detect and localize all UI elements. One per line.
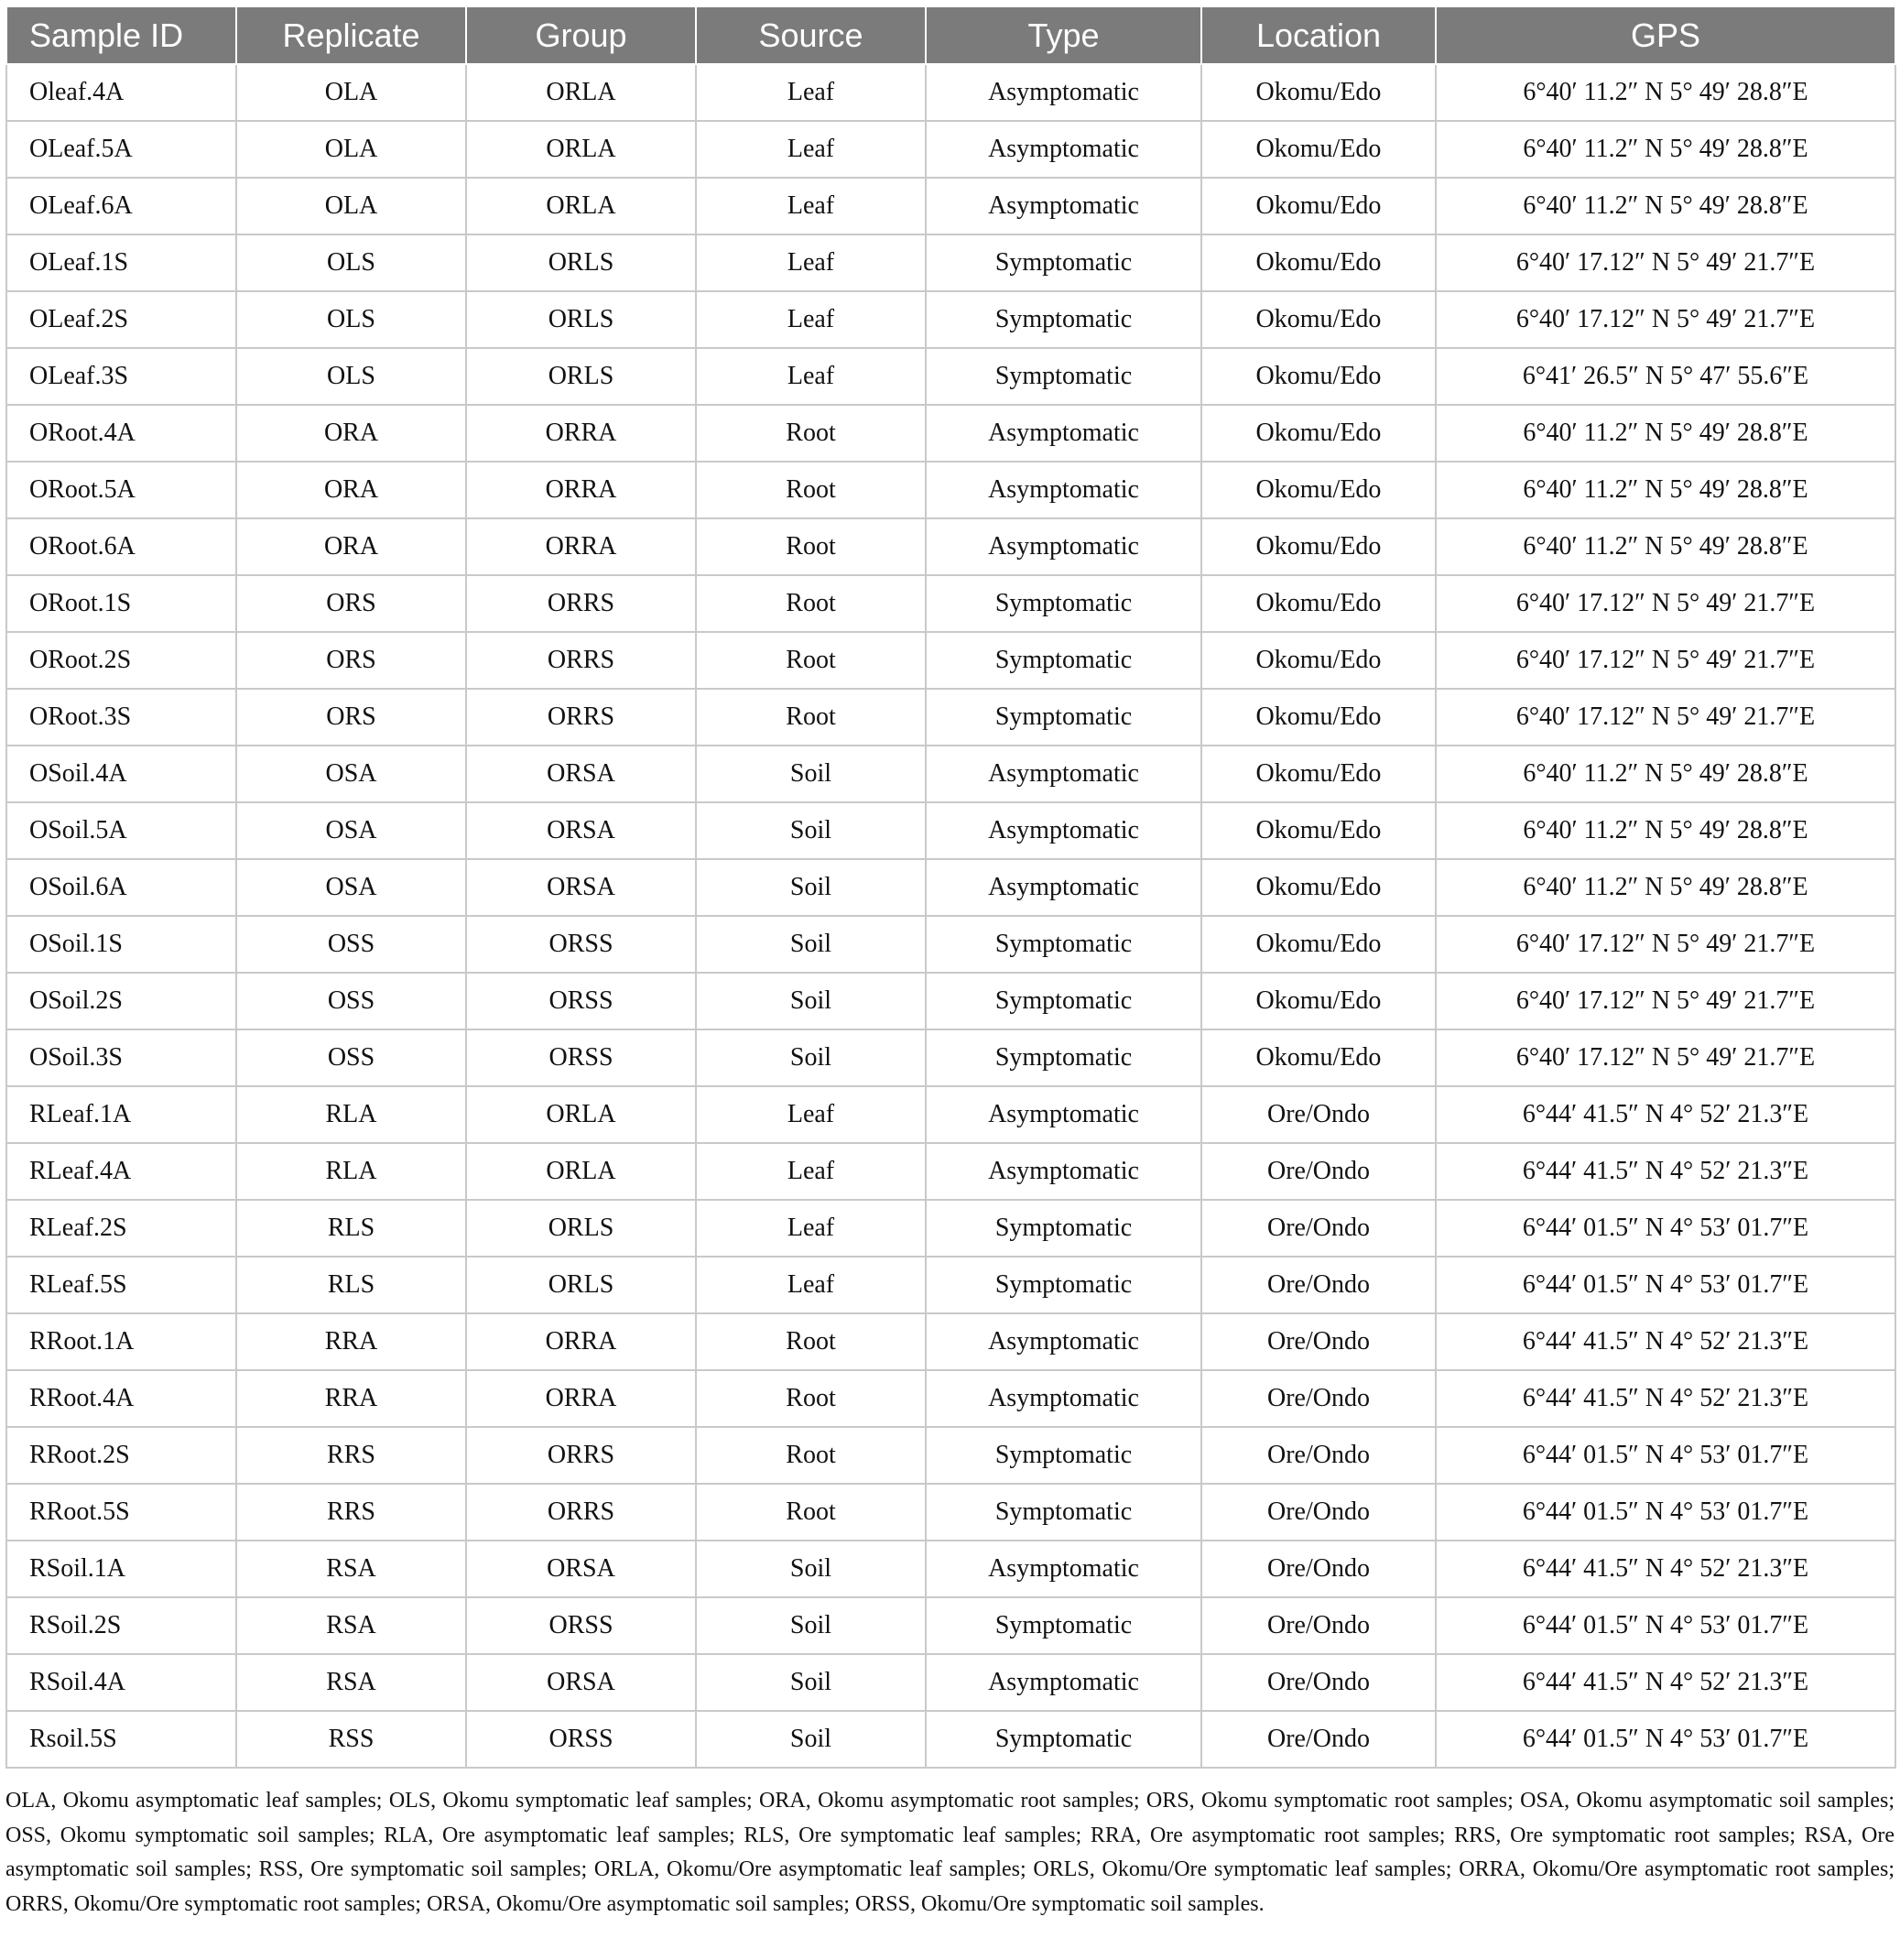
sample-id-cell: ORoot.2S bbox=[6, 632, 236, 689]
source-cell: Soil bbox=[696, 1541, 926, 1597]
table-row bbox=[6, 632, 1895, 689]
sample-id-cell: OLeaf.1S bbox=[6, 234, 236, 291]
source-cell: Soil bbox=[696, 1597, 926, 1654]
table-row bbox=[6, 405, 1895, 462]
sample-id-cell: RRoot.4A bbox=[6, 1370, 236, 1427]
source-cell: Soil bbox=[696, 746, 926, 802]
group-cell: ORLS bbox=[466, 1200, 696, 1257]
samples-table bbox=[5, 5, 1896, 1769]
location-cell: Ore/Ondo bbox=[1201, 1597, 1436, 1654]
sample-id-cell: Oleaf.4A bbox=[6, 64, 236, 121]
table-row bbox=[6, 518, 1895, 575]
source-cell: Soil bbox=[696, 802, 926, 859]
replicate-cell: RLA bbox=[236, 1086, 466, 1143]
replicate-cell: OLS bbox=[236, 291, 466, 348]
gps-cell: 6°40′ 17.12″ N 5° 49′ 21.7″E bbox=[1436, 916, 1895, 973]
group-cell: ORRS bbox=[466, 1484, 696, 1541]
sample-id-cell: OSoil.4A bbox=[6, 746, 236, 802]
replicate-cell: RSA bbox=[236, 1654, 466, 1711]
table-row bbox=[6, 575, 1895, 632]
table-row bbox=[6, 462, 1895, 518]
table-row bbox=[6, 1313, 1895, 1370]
sample-id-cell: ORoot.5A bbox=[6, 462, 236, 518]
source-cell: Soil bbox=[696, 1654, 926, 1711]
location-cell: Okomu/Edo bbox=[1201, 121, 1436, 178]
group-cell: ORRA bbox=[466, 1370, 696, 1427]
type-cell: Symptomatic bbox=[926, 632, 1201, 689]
table-row bbox=[6, 178, 1895, 234]
replicate-cell: RRA bbox=[236, 1370, 466, 1427]
type-cell: Symptomatic bbox=[926, 1427, 1201, 1484]
location-cell: Okomu/Edo bbox=[1201, 575, 1436, 632]
source-cell: Leaf bbox=[696, 348, 926, 405]
location-cell: Ore/Ondo bbox=[1201, 1484, 1436, 1541]
location-cell: Ore/Ondo bbox=[1201, 1086, 1436, 1143]
group-cell: ORSA bbox=[466, 746, 696, 802]
replicate-cell: OSS bbox=[236, 973, 466, 1029]
replicate-cell: ORA bbox=[236, 518, 466, 575]
type-cell: Asymptomatic bbox=[926, 1086, 1201, 1143]
source-cell: Root bbox=[696, 405, 926, 462]
sample-id-cell: OSoil.6A bbox=[6, 859, 236, 916]
gps-cell: 6°40′ 11.2″ N 5° 49′ 28.8″E bbox=[1436, 746, 1895, 802]
group-cell: ORLA bbox=[466, 178, 696, 234]
gps-cell: 6°44′ 41.5″ N 4° 52′ 21.3″E bbox=[1436, 1086, 1895, 1143]
source-cell: Leaf bbox=[696, 178, 926, 234]
group-cell: ORRA bbox=[466, 462, 696, 518]
source-cell: Root bbox=[696, 575, 926, 632]
replicate-cell: OSA bbox=[236, 859, 466, 916]
source-cell: Leaf bbox=[696, 1143, 926, 1200]
type-cell: Symptomatic bbox=[926, 234, 1201, 291]
replicate-cell: OSA bbox=[236, 746, 466, 802]
source-cell: Leaf bbox=[696, 64, 926, 121]
replicate-cell: RLS bbox=[236, 1200, 466, 1257]
source-cell: Root bbox=[696, 1313, 926, 1370]
group-cell: ORLS bbox=[466, 291, 696, 348]
source-cell: Soil bbox=[696, 1711, 926, 1768]
table-row bbox=[6, 1711, 1895, 1768]
type-cell: Symptomatic bbox=[926, 1257, 1201, 1313]
location-cell: Okomu/Edo bbox=[1201, 802, 1436, 859]
type-cell: Symptomatic bbox=[926, 1711, 1201, 1768]
type-cell: Symptomatic bbox=[926, 1597, 1201, 1654]
location-cell: Ore/Ondo bbox=[1201, 1143, 1436, 1200]
gps-cell: 6°40′ 11.2″ N 5° 49′ 28.8″E bbox=[1436, 178, 1895, 234]
column-header-sample-id: Sample ID bbox=[6, 6, 236, 64]
sample-id-cell: OSoil.3S bbox=[6, 1029, 236, 1086]
replicate-cell: ORS bbox=[236, 632, 466, 689]
sample-id-cell: ORoot.3S bbox=[6, 689, 236, 746]
table-row bbox=[6, 1143, 1895, 1200]
type-cell: Asymptomatic bbox=[926, 178, 1201, 234]
source-cell: Soil bbox=[696, 973, 926, 1029]
type-cell: Symptomatic bbox=[926, 689, 1201, 746]
replicate-cell: OLS bbox=[236, 234, 466, 291]
source-cell: Root bbox=[696, 689, 926, 746]
location-cell: Okomu/Edo bbox=[1201, 291, 1436, 348]
type-cell: Asymptomatic bbox=[926, 121, 1201, 178]
location-cell: Okomu/Edo bbox=[1201, 234, 1436, 291]
group-cell: ORRA bbox=[466, 1313, 696, 1370]
gps-cell: 6°40′ 17.12″ N 5° 49′ 21.7″E bbox=[1436, 575, 1895, 632]
table-row bbox=[6, 348, 1895, 405]
table-row bbox=[6, 1086, 1895, 1143]
replicate-cell: ORS bbox=[236, 575, 466, 632]
location-cell: Okomu/Edo bbox=[1201, 916, 1436, 973]
gps-cell: 6°41′ 26.5″ N 5° 47′ 55.6″E bbox=[1436, 348, 1895, 405]
replicate-cell: OLA bbox=[236, 178, 466, 234]
gps-cell: 6°40′ 17.12″ N 5° 49′ 21.7″E bbox=[1436, 689, 1895, 746]
type-cell: Asymptomatic bbox=[926, 746, 1201, 802]
group-cell: ORLS bbox=[466, 348, 696, 405]
type-cell: Asymptomatic bbox=[926, 462, 1201, 518]
column-header-replicate: Replicate bbox=[236, 6, 466, 64]
table-footnote: OLA, Okomu asymptomatic leaf samples; OLS, Okomu symptomatic leaf samples; ORA, Okomu asymptomatic root samples; ORS, Okomu symptomatic root samples; OSA, Okomu asymptomatic soil samples; OSS, Okomu symptomatic soil samples; RLA, Ore asymptomatic leaf samples; RLS, Ore symptomatic leaf samples; RRA, Ore asymptomatic root samples; RRS, Ore symptomatic root samples; RSA, Ore asymptomatic soil samples; RSS, Ore symptomatic soil samples; ORLA, Okomu/Ore asymptomatic leaf samples; ORLS, Okomu/Ore symptomatic leaf samples; ORRA, Okomu/Ore asymptomatic root samples; ORRS, Okomu/Ore symptomatic root samples; ORSA, Okomu/Ore asymptomatic soil samples; ORSS, Okomu/Ore symptomatic soil samples. bbox=[5, 1789, 1895, 1916]
gps-cell: 6°40′ 17.12″ N 5° 49′ 21.7″E bbox=[1436, 973, 1895, 1029]
table-row bbox=[6, 1427, 1895, 1484]
gps-cell: 6°44′ 01.5″ N 4° 53′ 01.7″E bbox=[1436, 1484, 1895, 1541]
location-cell: Okomu/Edo bbox=[1201, 348, 1436, 405]
table-row bbox=[6, 689, 1895, 746]
source-cell: Leaf bbox=[696, 1257, 926, 1313]
type-cell: Asymptomatic bbox=[926, 859, 1201, 916]
group-cell: ORLA bbox=[466, 64, 696, 121]
location-cell: Ore/Ondo bbox=[1201, 1541, 1436, 1597]
table-row bbox=[6, 1257, 1895, 1313]
column-header-location: Location bbox=[1201, 6, 1436, 64]
source-cell: Root bbox=[696, 1370, 926, 1427]
source-cell: Leaf bbox=[696, 1086, 926, 1143]
gps-cell: 6°44′ 01.5″ N 4° 53′ 01.7″E bbox=[1436, 1257, 1895, 1313]
type-cell: Symptomatic bbox=[926, 973, 1201, 1029]
table-row bbox=[6, 1484, 1895, 1541]
group-cell: ORSA bbox=[466, 1541, 696, 1597]
table-row bbox=[6, 746, 1895, 802]
source-cell: Root bbox=[696, 1484, 926, 1541]
gps-cell: 6°44′ 41.5″ N 4° 52′ 21.3″E bbox=[1436, 1654, 1895, 1711]
table-row bbox=[6, 1029, 1895, 1086]
sample-id-cell: RSoil.1A bbox=[6, 1541, 236, 1597]
location-cell: Okomu/Edo bbox=[1201, 405, 1436, 462]
location-cell: Okomu/Edo bbox=[1201, 178, 1436, 234]
replicate-cell: OSS bbox=[236, 916, 466, 973]
source-cell: Leaf bbox=[696, 234, 926, 291]
gps-cell: 6°44′ 01.5″ N 4° 53′ 01.7″E bbox=[1436, 1427, 1895, 1484]
replicate-cell: OLS bbox=[236, 348, 466, 405]
location-cell: Ore/Ondo bbox=[1201, 1200, 1436, 1257]
sample-id-cell: OSoil.1S bbox=[6, 916, 236, 973]
gps-cell: 6°40′ 17.12″ N 5° 49′ 21.7″E bbox=[1436, 1029, 1895, 1086]
replicate-cell: RRS bbox=[236, 1484, 466, 1541]
sample-id-cell: RLeaf.1A bbox=[6, 1086, 236, 1143]
gps-cell: 6°40′ 17.12″ N 5° 49′ 21.7″E bbox=[1436, 632, 1895, 689]
group-cell: ORRS bbox=[466, 575, 696, 632]
replicate-cell: RLA bbox=[236, 1143, 466, 1200]
group-cell: ORSS bbox=[466, 1711, 696, 1768]
group-cell: ORLA bbox=[466, 1086, 696, 1143]
gps-cell: 6°40′ 11.2″ N 5° 49′ 28.8″E bbox=[1436, 405, 1895, 462]
source-cell: Leaf bbox=[696, 1200, 926, 1257]
gps-cell: 6°44′ 41.5″ N 4° 52′ 21.3″E bbox=[1436, 1143, 1895, 1200]
gps-cell: 6°40′ 17.12″ N 5° 49′ 21.7″E bbox=[1436, 291, 1895, 348]
table-body bbox=[6, 64, 1895, 1768]
gps-cell: 6°44′ 01.5″ N 4° 53′ 01.7″E bbox=[1436, 1200, 1895, 1257]
sample-id-cell: RSoil.2S bbox=[6, 1597, 236, 1654]
group-cell: ORSA bbox=[466, 1654, 696, 1711]
location-cell: Okomu/Edo bbox=[1201, 859, 1436, 916]
group-cell: ORLA bbox=[466, 121, 696, 178]
sample-id-cell: OLeaf.6A bbox=[6, 178, 236, 234]
replicate-cell: OSS bbox=[236, 1029, 466, 1086]
sample-id-cell: OSoil.5A bbox=[6, 802, 236, 859]
sample-id-cell: OSoil.2S bbox=[6, 973, 236, 1029]
location-cell: Okomu/Edo bbox=[1201, 746, 1436, 802]
column-header-type: Type bbox=[926, 6, 1201, 64]
gps-cell: 6°40′ 11.2″ N 5° 49′ 28.8″E bbox=[1436, 802, 1895, 859]
gps-cell: 6°40′ 11.2″ N 5° 49′ 28.8″E bbox=[1436, 518, 1895, 575]
group-cell: ORSS bbox=[466, 1029, 696, 1086]
replicate-cell: RLS bbox=[236, 1257, 466, 1313]
type-cell: Symptomatic bbox=[926, 291, 1201, 348]
location-cell: Ore/Ondo bbox=[1201, 1313, 1436, 1370]
table-row bbox=[6, 121, 1895, 178]
source-cell: Leaf bbox=[696, 291, 926, 348]
replicate-cell: RRS bbox=[236, 1427, 466, 1484]
type-cell: Asymptomatic bbox=[926, 1654, 1201, 1711]
replicate-cell: ORA bbox=[236, 462, 466, 518]
table-row bbox=[6, 1654, 1895, 1711]
type-cell: Symptomatic bbox=[926, 1029, 1201, 1086]
location-cell: Okomu/Edo bbox=[1201, 632, 1436, 689]
location-cell: Okomu/Edo bbox=[1201, 64, 1436, 121]
type-cell: Asymptomatic bbox=[926, 64, 1201, 121]
replicate-cell: RRA bbox=[236, 1313, 466, 1370]
group-cell: ORLS bbox=[466, 234, 696, 291]
type-cell: Symptomatic bbox=[926, 575, 1201, 632]
location-cell: Okomu/Edo bbox=[1201, 689, 1436, 746]
group-cell: ORRS bbox=[466, 632, 696, 689]
table-row bbox=[6, 234, 1895, 291]
gps-cell: 6°44′ 01.5″ N 4° 53′ 01.7″E bbox=[1436, 1597, 1895, 1654]
table-row bbox=[6, 1200, 1895, 1257]
column-header-gps: GPS bbox=[1436, 6, 1895, 64]
table-row bbox=[6, 802, 1895, 859]
sample-id-cell: ORoot.1S bbox=[6, 575, 236, 632]
column-header-group: Group bbox=[466, 6, 696, 64]
type-cell: Asymptomatic bbox=[926, 1541, 1201, 1597]
type-cell: Asymptomatic bbox=[926, 405, 1201, 462]
sample-id-cell: ORoot.4A bbox=[6, 405, 236, 462]
replicate-cell: RSA bbox=[236, 1541, 466, 1597]
gps-cell: 6°44′ 01.5″ N 4° 53′ 01.7″E bbox=[1436, 1711, 1895, 1768]
group-cell: ORSS bbox=[466, 1597, 696, 1654]
sample-id-cell: RRoot.2S bbox=[6, 1427, 236, 1484]
header-row bbox=[6, 6, 1895, 64]
location-cell: Ore/Ondo bbox=[1201, 1654, 1436, 1711]
replicate-cell: ORS bbox=[236, 689, 466, 746]
sample-id-cell: RRoot.5S bbox=[6, 1484, 236, 1541]
sample-id-cell: RSoil.4A bbox=[6, 1654, 236, 1711]
replicate-cell: ORA bbox=[236, 405, 466, 462]
type-cell: Symptomatic bbox=[926, 916, 1201, 973]
table-row bbox=[6, 291, 1895, 348]
group-cell: ORSA bbox=[466, 802, 696, 859]
gps-cell: 6°40′ 11.2″ N 5° 49′ 28.8″E bbox=[1436, 462, 1895, 518]
sample-id-cell: RRoot.1A bbox=[6, 1313, 236, 1370]
type-cell: Asymptomatic bbox=[926, 802, 1201, 859]
location-cell: Ore/Ondo bbox=[1201, 1257, 1436, 1313]
sample-id-cell: Rsoil.5S bbox=[6, 1711, 236, 1768]
group-cell: ORLS bbox=[466, 1257, 696, 1313]
gps-cell: 6°40′ 11.2″ N 5° 49′ 28.8″E bbox=[1436, 859, 1895, 916]
source-cell: Soil bbox=[696, 859, 926, 916]
group-cell: ORSA bbox=[466, 859, 696, 916]
sample-id-cell: RLeaf.5S bbox=[6, 1257, 236, 1313]
location-cell: Okomu/Edo bbox=[1201, 1029, 1436, 1086]
type-cell: Symptomatic bbox=[926, 1200, 1201, 1257]
group-cell: ORRS bbox=[466, 689, 696, 746]
sample-id-cell: RLeaf.4A bbox=[6, 1143, 236, 1200]
replicate-cell: OLA bbox=[236, 64, 466, 121]
type-cell: Symptomatic bbox=[926, 348, 1201, 405]
group-cell: ORRA bbox=[466, 405, 696, 462]
gps-cell: 6°40′ 17.12″ N 5° 49′ 21.7″E bbox=[1436, 234, 1895, 291]
group-cell: ORSS bbox=[466, 973, 696, 1029]
type-cell: Asymptomatic bbox=[926, 1143, 1201, 1200]
gps-cell: 6°40′ 11.2″ N 5° 49′ 28.8″E bbox=[1436, 64, 1895, 121]
group-cell: ORLA bbox=[466, 1143, 696, 1200]
source-cell: Root bbox=[696, 462, 926, 518]
type-cell: Symptomatic bbox=[926, 1484, 1201, 1541]
location-cell: Okomu/Edo bbox=[1201, 518, 1436, 575]
sample-id-cell: OLeaf.2S bbox=[6, 291, 236, 348]
group-cell: ORRA bbox=[466, 518, 696, 575]
source-cell: Root bbox=[696, 518, 926, 575]
location-cell: Ore/Ondo bbox=[1201, 1427, 1436, 1484]
table-row bbox=[6, 973, 1895, 1029]
gps-cell: 6°44′ 41.5″ N 4° 52′ 21.3″E bbox=[1436, 1313, 1895, 1370]
replicate-cell: RSA bbox=[236, 1597, 466, 1654]
location-cell: Okomu/Edo bbox=[1201, 973, 1436, 1029]
type-cell: Asymptomatic bbox=[926, 518, 1201, 575]
sample-id-cell: RLeaf.2S bbox=[6, 1200, 236, 1257]
location-cell: Ore/Ondo bbox=[1201, 1711, 1436, 1768]
table-row bbox=[6, 1541, 1895, 1597]
table-row bbox=[6, 859, 1895, 916]
table-row bbox=[6, 916, 1895, 973]
table-row bbox=[6, 64, 1895, 121]
source-cell: Leaf bbox=[696, 121, 926, 178]
source-cell: Soil bbox=[696, 916, 926, 973]
table-row bbox=[6, 1370, 1895, 1427]
type-cell: Asymptomatic bbox=[926, 1370, 1201, 1427]
gps-cell: 6°44′ 41.5″ N 4° 52′ 21.3″E bbox=[1436, 1370, 1895, 1427]
source-cell: Root bbox=[696, 632, 926, 689]
sample-id-cell: OLeaf.5A bbox=[6, 121, 236, 178]
replicate-cell: RSS bbox=[236, 1711, 466, 1768]
type-cell: Asymptomatic bbox=[926, 1313, 1201, 1370]
location-cell: Ore/Ondo bbox=[1201, 1370, 1436, 1427]
sample-id-cell: OLeaf.3S bbox=[6, 348, 236, 405]
gps-cell: 6°40′ 11.2″ N 5° 49′ 28.8″E bbox=[1436, 121, 1895, 178]
group-cell: ORRS bbox=[466, 1427, 696, 1484]
replicate-cell: OLA bbox=[236, 121, 466, 178]
column-header-source: Source bbox=[696, 6, 926, 64]
location-cell: Okomu/Edo bbox=[1201, 462, 1436, 518]
group-cell: ORSS bbox=[466, 916, 696, 973]
source-cell: Root bbox=[696, 1427, 926, 1484]
table-row bbox=[6, 1597, 1895, 1654]
sample-id-cell: ORoot.6A bbox=[6, 518, 236, 575]
source-cell: Soil bbox=[696, 1029, 926, 1086]
gps-cell: 6°44′ 41.5″ N 4° 52′ 21.3″E bbox=[1436, 1541, 1895, 1597]
replicate-cell: OSA bbox=[236, 802, 466, 859]
